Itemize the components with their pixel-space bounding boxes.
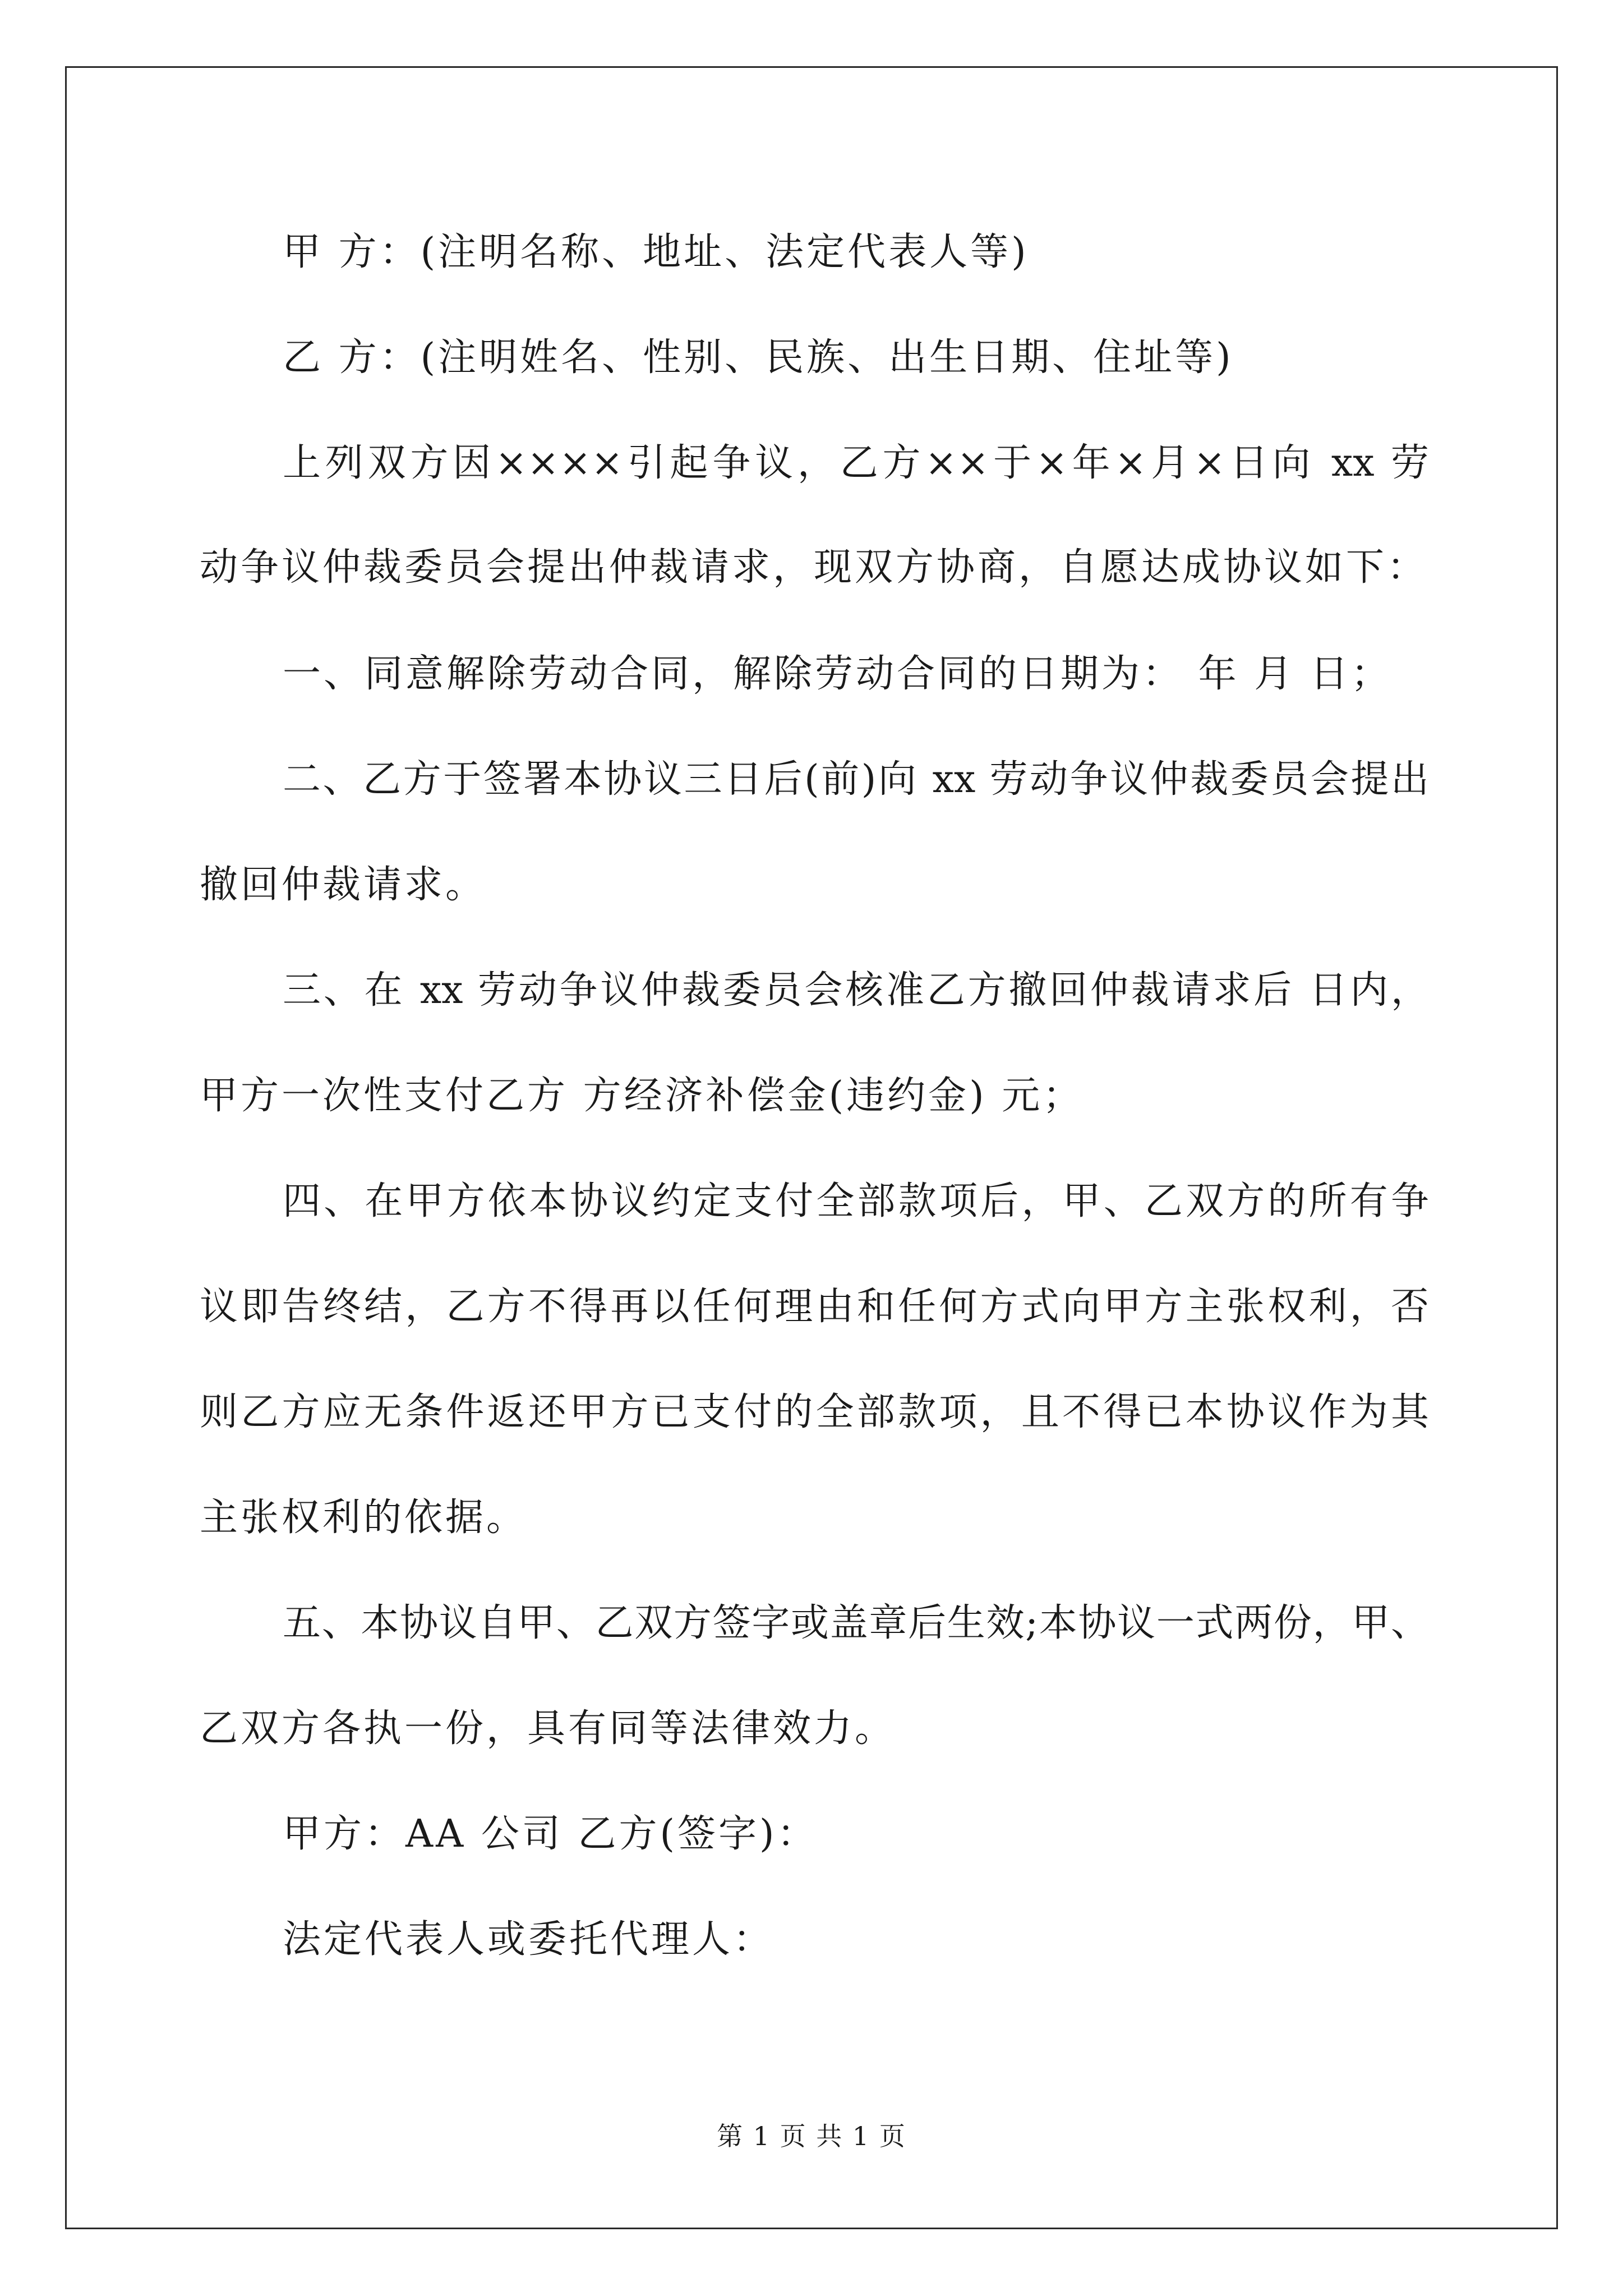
clause-2-line-1: 二、乙方于签署本协议三日后(前)向 xx 劳动争议仲裁委员会提出 xyxy=(283,757,1429,802)
clause-1-line-1: 一、同意解除劳动合同，解除劳动合同的日期为： 年 月 日； xyxy=(283,652,1392,696)
clause-3-line-2: 甲方一次性支付乙方 方经济补偿金(违约金) 元； xyxy=(200,1074,1084,1118)
preamble-line-2: 动争议仲裁委员会提出仲裁请求，现双方协商，自愿达成协议如下： xyxy=(200,545,1428,590)
clause-4-line-4: 主张权利的依据。 xyxy=(200,1496,528,1540)
page-footer: 第 1 页 共 1 页 xyxy=(717,2121,906,2151)
clause-4-line-3: 则乙方应无条件返还甲方已支付的全部款项，且不得已本协议作为其 xyxy=(200,1390,1429,1434)
signature-line: 甲方：AA 公司 乙方(签字)： xyxy=(283,1812,818,1856)
clause-5-line-2: 乙双方各执一份，具有同等法律效力。 xyxy=(200,1706,896,1751)
clause-2-line-2: 撤回仲裁请求。 xyxy=(200,863,487,907)
representative-line: 法定代表人或委托代理人： xyxy=(283,1917,774,1962)
party-b-line: 乙 方：(注明姓名、性别、民族、出生日期、住址等) xyxy=(283,335,1234,380)
clause-3-line-1: 三、在 xx 劳动争议仲裁委员会核准乙方撤回仲裁请求后 日内， xyxy=(283,968,1429,1013)
clause-4-line-2: 议即告终结，乙方不得再以任何理由和任何方式向甲方主张权利，否 xyxy=(200,1285,1429,1329)
page-frame xyxy=(65,66,1558,2229)
party-a-line: 甲 方：(注明名称、地址、法定代表人等) xyxy=(283,230,1029,274)
clause-4-line-1: 四、在甲方依本协议约定支付全部款项后，甲、乙双方的所有争 xyxy=(283,1179,1429,1223)
preamble-line-1: 上列双方因××××引起争议，乙方××于×年×月×日向 xx 劳 xyxy=(283,441,1429,485)
clause-5-line-1: 五、本协议自甲、乙双方签字或盖章后生效;本协议一式两份，甲、 xyxy=(283,1601,1429,1645)
